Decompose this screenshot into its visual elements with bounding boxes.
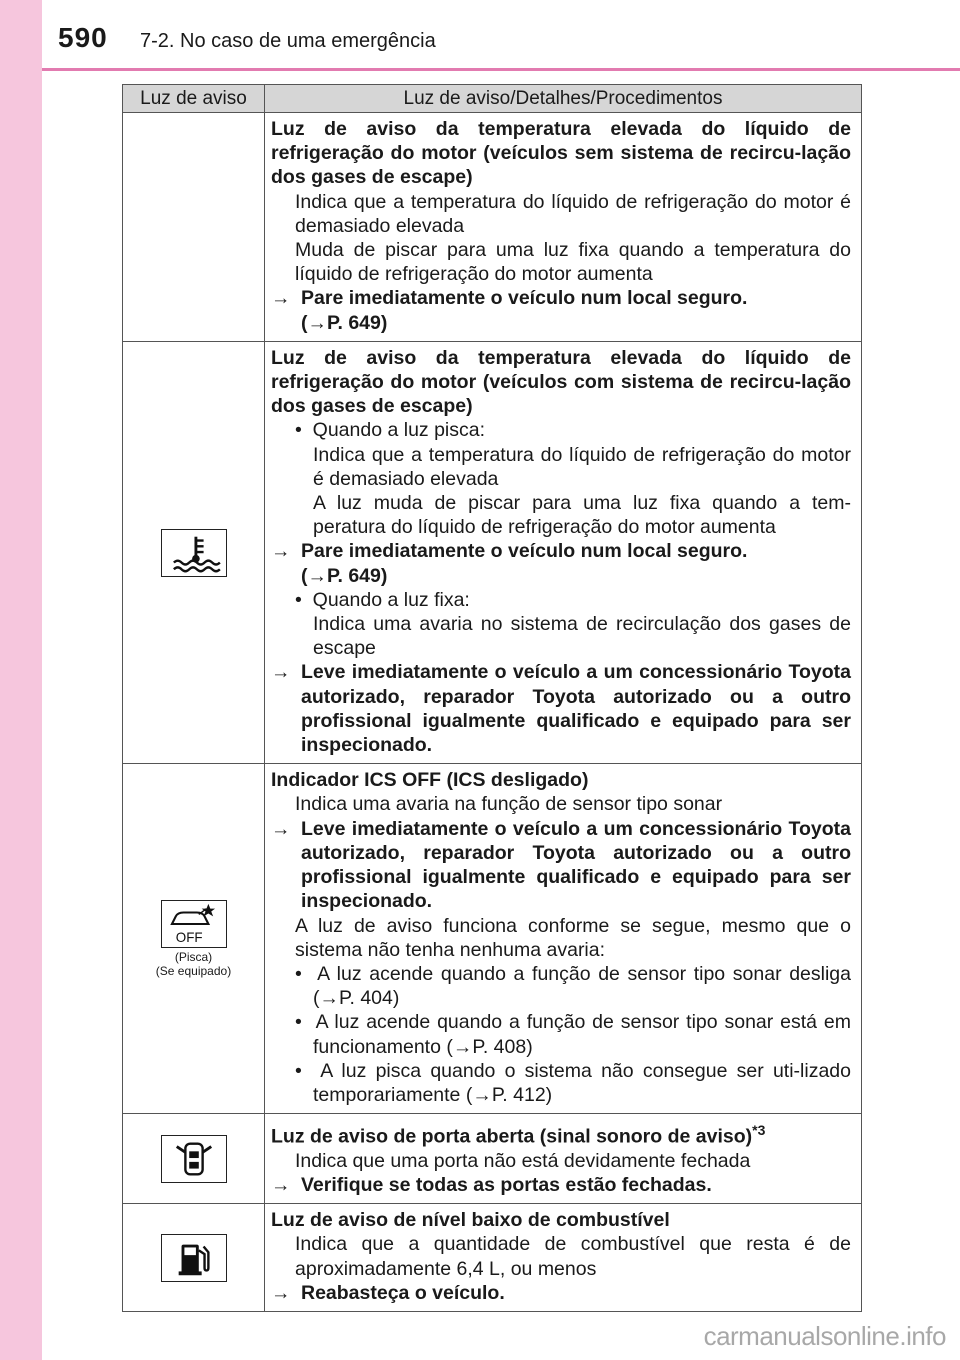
arrow-icon: → — [271, 1281, 291, 1304]
list-item: • A luz acende quando a função de sensor tipo sonar está em funcionamento (→P. 408) — [295, 1011, 851, 1058]
icon-caption: (Pisca) — [174, 949, 213, 964]
details-cell — [265, 764, 862, 1114]
warning-description: Indica que a quantidade de combustível que resta é de aproximadamente 6,4 L, ou menos — [295, 1233, 851, 1280]
page-reference-link[interactable]: (→P. 649) — [301, 564, 388, 587]
arrow-icon: → — [271, 287, 291, 310]
list-item: • Quando a luz fixa: — [295, 588, 470, 611]
warning-description: A luz muda de piscar para uma luz fixa quando a tem-peratura do líquido de refrigeração do motor aumenta — [313, 492, 851, 539]
details-cell — [265, 341, 862, 763]
action-text: Reabasteça o veículo. — [301, 1281, 505, 1304]
action-instruction — [271, 817, 851, 914]
arrow-icon: → — [271, 817, 291, 840]
list-item: • Quando a luz pisca: — [295, 419, 486, 442]
icon-cell — [123, 1204, 265, 1312]
warning-description: Muda de piscar para uma luz fixa quando a temperatura do líquido de refrigeração do motor aumenta — [295, 239, 851, 286]
action-instruction — [271, 1173, 851, 1197]
action-instruction — [271, 286, 851, 310]
arrow-icon: → — [271, 661, 291, 684]
coolant-temperature-icon — [161, 529, 227, 577]
warning-title: Luz de aviso de porta aberta (sinal sonoro de aviso)$^{*3}$ — [271, 1122, 766, 1148]
icon-cell — [123, 341, 265, 763]
warning-title: Luz de aviso da temperatura elevada do líquido de refrigeração do motor (veículos com sistema de recircu-lação dos gases de escape) — [271, 346, 851, 418]
warning-description: Indica uma avaria na função de sensor tipo sonar — [295, 793, 723, 816]
ics-off-icon — [161, 900, 227, 948]
warning-title: Luz de aviso da temperatura elevada do líquido de refrigeração do motor (veículos sem sistema de recircu-lação dos gases de escape) — [271, 118, 851, 189]
header-divider — [42, 68, 960, 71]
column-header-details: Luz de aviso/Detalhes/Procedimentos — [265, 85, 862, 113]
page-margin-band — [0, 0, 42, 1360]
door-open-icon — [161, 1135, 227, 1183]
arrow-icon: → — [271, 1174, 291, 1197]
icon-cell — [123, 764, 265, 1114]
table-header-row — [123, 85, 862, 113]
details-cell — [265, 1204, 862, 1312]
list-item: • A luz acende quando a função de sensor tipo sonar desliga (→P. 404) — [295, 962, 851, 1010]
table-row — [123, 341, 862, 763]
icon-caption: (Se equipado) — [155, 963, 232, 978]
action-text: Pare imediatamente o veículo num local seguro. — [301, 540, 748, 563]
arrow-icon: → — [271, 540, 291, 563]
footnote-marker: *3 — [752, 1122, 766, 1139]
table-row — [123, 113, 862, 342]
action-text: Leve imediatamente o veículo a um concessionário Toyota autorizado, reparador Toyota autorizado ou a outro profissional igualmente qualificado e equipado para ser inspecionado. — [301, 661, 851, 757]
svg-text:OFF: OFF — [175, 929, 203, 945]
list-item: • A luz pisca quando o sistema não consegue ser uti-lizado temporariamente (→P. 412) — [295, 1059, 851, 1106]
table-row — [123, 1204, 862, 1312]
action-instruction — [271, 539, 851, 563]
icon-cell — [123, 1114, 265, 1204]
warning-description: Indica uma avaria no sistema de recirculação dos gases de escape — [313, 613, 851, 660]
page-reference-link[interactable]: (→P. 649) — [301, 311, 388, 334]
warning-description: Indica que a temperatura do líquido de refrigeração do motor é demasiado elevada — [313, 443, 851, 490]
icon-cell-empty — [123, 113, 265, 342]
page-number: 590 — [58, 22, 108, 53]
action-text: Leve imediatamente o veículo a um concessionário Toyota autorizado, reparador Toyota autorizado ou a outro profissional igualmente qualificado e equipado para ser inspecionado. — [301, 817, 851, 913]
footer-watermark: carmanualsonline.info — [703, 1321, 946, 1351]
warning-description: Indica que uma porta não está devidamente fechada — [295, 1149, 751, 1172]
table-row — [123, 1114, 862, 1204]
details-cell — [265, 113, 862, 342]
action-instruction — [271, 1281, 851, 1305]
warning-lights-table — [122, 84, 862, 1312]
section-title: 7-2. No caso de uma emergência — [140, 30, 436, 52]
action-instruction — [271, 660, 851, 757]
note-text: A luz de aviso funciona conforme se segue, mesmo que o sistema não tenha nenhuma avaria: — [295, 914, 851, 961]
fuel-pump-icon — [161, 1234, 227, 1282]
details-cell — [265, 1114, 862, 1204]
table-row — [123, 764, 862, 1114]
warning-description: Indica que a temperatura do líquido de refrigeração do motor é demasiado elevada — [295, 190, 851, 237]
warning-title: Indicador ICS OFF (ICS desligado) — [271, 769, 589, 792]
action-text: Verifique se todas as portas estão fechadas. — [301, 1174, 712, 1197]
column-header-warning-light: Luz de aviso — [123, 85, 265, 113]
action-text: Pare imediatamente o veículo num local seguro. — [301, 287, 748, 310]
warning-title: Luz de aviso de nível baixo de combustível — [271, 1209, 670, 1232]
